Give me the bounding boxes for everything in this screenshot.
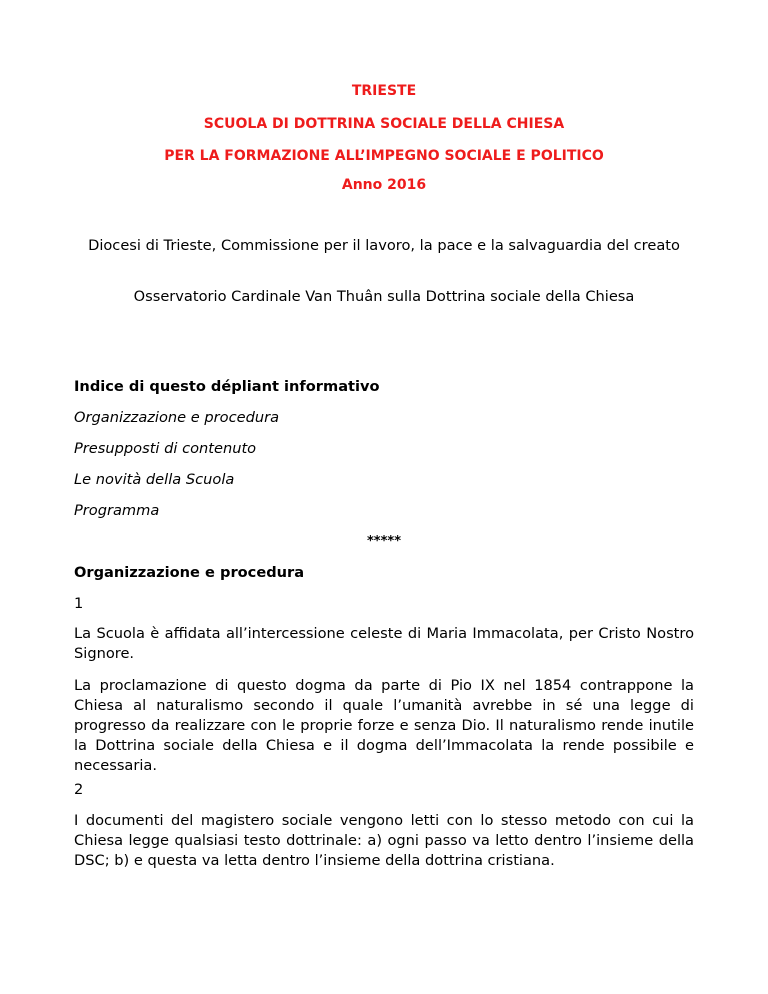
index-item: Presupposti di contenuto (74, 440, 257, 457)
separator: ***** (367, 534, 401, 549)
point-number: 2 (74, 781, 84, 798)
index-heading: Indice di questo dépliant informativo (74, 378, 380, 395)
point-number: 1 (74, 595, 84, 612)
organizer-observatory: Osservatorio Cardinale Van Thuân sulla Dottrina sociale della Chiesa (133, 288, 635, 305)
header-purpose: PER LA FORMAZIONE ALL’IMPEGNO SOCIALE E POLITICO (164, 148, 604, 164)
index-item: Le novità della Scuola (74, 471, 235, 488)
organizer-diocese: Diocesi di Trieste, Commissione per il lavoro, la pace e la salvaguardia del creato (88, 237, 680, 254)
header-year: Anno 2016 (341, 177, 427, 193)
header-city: TRIESTE (351, 83, 417, 99)
paragraph: La proclamazione di questo dogma da parte di Pio IX nel 1854 contrappone la Chiesa al naturalismo secondo il quale l’umanità avrebbe in sé una legge di progresso da realizzare con le proprie forze e senza Dio. Il naturalismo rende inutile la Dottrina sociale della Chiesa e il dogma dell’Immacolata la rende possibile e necessaria. (74, 677, 694, 774)
index-item: Programma (74, 502, 160, 519)
section-heading: Organizzazione e procedura (74, 564, 305, 581)
header-school: SCUOLA DI DOTTRINA SOCIALE DELLA CHIESA (203, 116, 565, 132)
index-item: Organizzazione e procedura (74, 409, 280, 426)
paragraph: La Scuola è affidata all’intercessione celeste di Maria Immacolata, per Cristo Nostro Signore. (74, 625, 694, 662)
paragraph: I documenti del magistero sociale vengono letti con lo stesso metodo con cui la Chiesa legge qualsiasi testo dottrinale: a) ogni passo va letto dentro l’insieme della DSC; b) e questa va letta dentro l’insieme della dottrina cristiana. (74, 812, 694, 869)
